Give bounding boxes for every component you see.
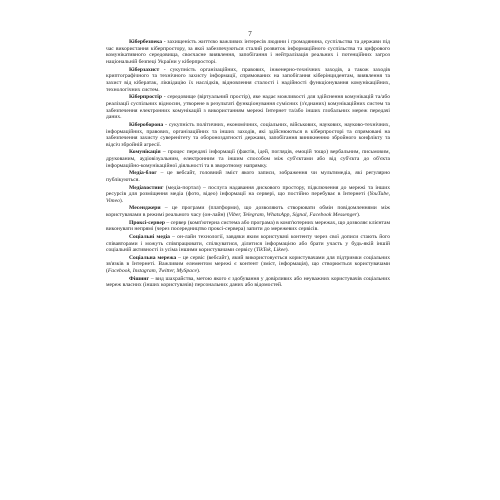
entry-term: Фішинг bbox=[129, 275, 150, 282]
entry-term: Медіахостинг bbox=[129, 184, 164, 191]
entry-term: Кіберпростір bbox=[129, 94, 162, 101]
glossary-entry-cyberspace bbox=[106, 94, 390, 121]
entry-term: Кіберзахист bbox=[129, 66, 160, 73]
entry-term: Кібероборона bbox=[129, 121, 164, 128]
entry-examples: Viber, Telegram, WhatsApp, Signal, Facebook Messenger bbox=[228, 212, 358, 219]
glossary-entry-social-media bbox=[106, 234, 390, 254]
glossary-entry-proxy-server bbox=[106, 220, 390, 233]
entry-examples: Facebook, Instagram, Twitter, MySpace bbox=[107, 268, 197, 275]
entry-examples: TikTok, Likee bbox=[256, 247, 286, 254]
entry-term: Соціальні медіа bbox=[129, 233, 170, 240]
page-number: 7 bbox=[248, 30, 252, 38]
entry-term: Соціальна мережа bbox=[129, 254, 177, 261]
entry-tail: ). bbox=[119, 197, 124, 204]
glossary-content bbox=[106, 39, 390, 290]
entry-term: Комунікація bbox=[129, 149, 161, 156]
entry-definition: - середовище (віртуальний простір), яке надає можливості для здійснення комунікацій та/або реалізації суспільних відносин, утворене в результаті функціонування сумісних (з'єднаних) комунікаційних систем та забезпечення електронних комунікацій з використанням мережі Інтернет та/або інших глобальних мереж передачі даних. bbox=[106, 94, 390, 121]
entry-term: Проксі-сервер bbox=[129, 219, 166, 226]
entry-definition: - захищеність життєво важливих інтересів людини і громадянина, суспільства та держави під час використання кіберпростору, за якої забезпечуються сталий розвиток інформаційного суспільства та цифрового комунікативного середовища, своєчасне виявлення, запобігання і нейтралізація реальних і потенційних загроз національній безпеці України у кіберпросторі. bbox=[106, 39, 390, 66]
entry-term: Медіа-блог bbox=[129, 170, 157, 177]
entry-definition: – це програми (платформи), що дозволяють створювати обмін повідомленнями між користувачами в режимі реального часу (он-лайн) ( bbox=[106, 205, 390, 219]
entry-definition: (медіа-портал) – послуга надавання дискового простору, підключення до мережі та інших ресурсів для розміщення медіа (фото, відео) інформації на сервері, що постійно перебуває в Інтернеті ( bbox=[106, 184, 390, 198]
entry-tail: ). bbox=[357, 212, 361, 219]
entry-term: Месенджери bbox=[129, 205, 161, 212]
entry-term: Кібербезпека bbox=[129, 39, 163, 45]
glossary-entry-social-network bbox=[106, 255, 390, 275]
glossary-entry-phishing bbox=[106, 276, 390, 289]
entry-definition: – це сервіс (вебсайт), який використовується користувачами для підтримки соціальних зв'язків в Інтернеті. Важливим елементом мережі є контент (зміст, інформація), що створюється користувачами ( bbox=[106, 254, 390, 275]
glossary-entry-cyberdefense bbox=[106, 122, 390, 149]
entry-definition: - сукупність політичних, економічних, соціальних, військових, наукових, науково-технічних, інформаційних, правових, організаційних та інших заходів, які здійснюються в кіберпросторі та спрямовані на забезпечення захисту суверенітету та обороноздатності держави, запобігання виникненню збройного конфлікту та відсіч збройній агресії. bbox=[106, 121, 390, 148]
entry-tail: ). bbox=[285, 247, 289, 254]
entry-examples: YouTube, Vimeo bbox=[106, 191, 390, 204]
entry-definition: – сервер (комп'ютерна система або програма) в комп'ютерних мережах, що дозволяє клієнтам виконувати непрямі (через посередництво проксі-сервера) запити до мережевих сервісів. bbox=[106, 219, 390, 233]
glossary-entry-media-hosting bbox=[106, 185, 390, 205]
glossary-entry-cyberdefense-protection bbox=[106, 67, 390, 94]
glossary-entry-media-blog bbox=[106, 170, 390, 183]
entry-definition: – вид шахрайства, метою якого є здобування у довірливих або неуважних користувачів соціальних мереж власних (інших користувачів) персональних даних або відомостей. bbox=[106, 275, 390, 289]
entry-definition: – процес передачі інформації (фактів, ідей, поглядів, емоцій тощо) вербальним, письмовим, друкованим, аудіовізуальним, електронним та іншим способом між суб'єктами або від суб'єкта до об'єкта інформаційно-комунікаційної діяльності та в зворотному напрямку. bbox=[106, 149, 390, 169]
glossary-entry-cybersecurity bbox=[106, 39, 390, 66]
glossary-entry-messengers bbox=[106, 205, 390, 218]
entry-tail: ). bbox=[196, 268, 201, 275]
glossary-entry-communication bbox=[106, 149, 390, 169]
entry-definition: - сукупність організаційних, правових, інженерно-технічних заходів, а також заходів криптографічного та технічного захисту інформації, спрямованих на запобігання кіберінцидентам, виявлення та захист від кібератак, ліквідацію їх наслідків, відновлення сталості і надійності функціонування комунікаційних, технологічних систем. bbox=[106, 66, 390, 93]
entry-definition: – це вебсайт, головний зміст якого записи, зображення чи мультимедіа, які регулярно публікуються. bbox=[106, 170, 390, 184]
entry-definition: – он-лайн технології, завдяки яким користувачі контенту через свої дописи стають його співавторами і можуть співпрацювати, спілкуватися, ділитися інформацією або брати участь у будь-якій іншій соціальній активності із усіма іншими користувачами сервісу ( bbox=[106, 233, 390, 254]
